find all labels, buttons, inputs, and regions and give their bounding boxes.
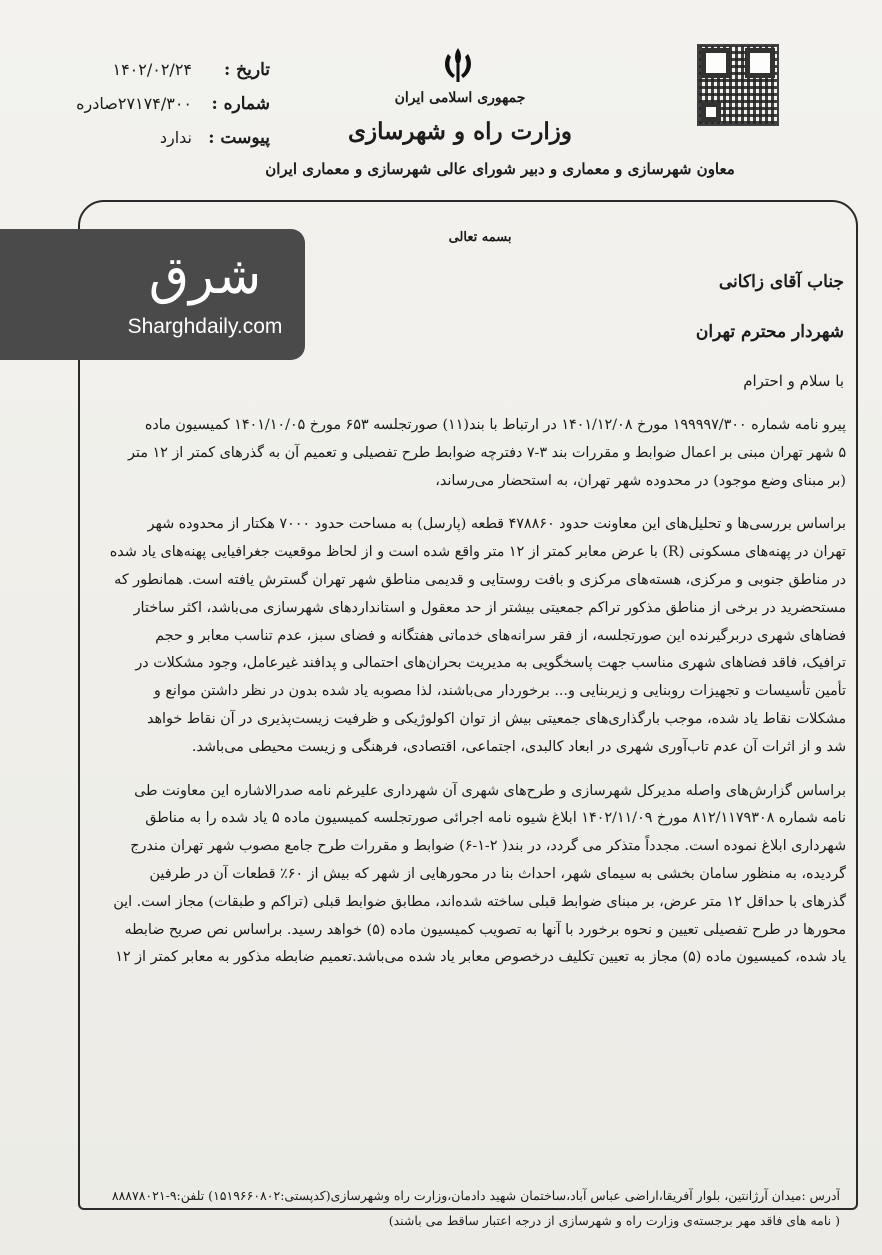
text-line: شد و از اثرات آن عدم تاب‌آوری شهری در ابعاد کالبدی، اجتماعی، اقتصادی، فرهنگی و زیست محیطی می‌باشد. xyxy=(191,738,846,755)
paragraph xyxy=(84,778,846,973)
letter-meta xyxy=(60,60,270,162)
date-value: ۱۴۰۲/۰۲/۲۴ xyxy=(112,60,192,79)
text-line: ترافیک، فاقد فضاهای شهری مناسب جهت پاسخگویی به مدیریت بحران‌های احتمالی و پدافند غیرعامل، وجود مشکلات در xyxy=(135,655,846,672)
text-line: گردیده، به منظور سامان بخشی به سیمای شهر، احداث بنا در محورهایی از شهر که بیش از ۶۰٪ قطعات آن در طرفین xyxy=(149,865,846,882)
text-line: تهران در پهنه‌های مسکونی (R) با عرض معابر کمتر از ۱۲ متر واقع شده است و از لحاظ موقعیت جغرافیایی پهنه‌های یاد شده xyxy=(109,544,846,561)
paragraph xyxy=(84,412,846,495)
emblem-icon xyxy=(440,44,476,86)
footer-note: ( نامه های فاقد مهر برجسته‌ی وزارت راه و شهرسازی از درجه اعتبار ساقط می باشند) xyxy=(388,1213,840,1228)
text-line: مشکلات نقاط یاد شده، موجب بارگذاری‌های جمعیتی بیش از توان اکولوژیکی و ظرفیت زیست‌پذیری در آن نقاط خواهد xyxy=(147,710,846,727)
recipient-name: جناب آقای زاکانی xyxy=(718,272,844,292)
letter-body xyxy=(84,412,846,988)
text-line: براساس گزارش‌های واصله مدیرکل شهرسازی و طرح‌های شهری آن شهرداری علیرغم نامه صدرالاشاره این معاونت طی xyxy=(134,782,846,799)
text-line: (بر مبنای وضع موجود) در محدوده شهر تهران، به استحضار می‌رساند، xyxy=(435,472,846,489)
text-line: مستحضرید در برخی از مناطق مذکور تراکم جمعیتی بیشتر از حد معقول و استانداردهای شهرسازی می‌باشد، اکثر ساختار xyxy=(133,599,846,616)
text-line: یاد شده، کمیسیون ماده (۵) مجاز به تعیین تکلیف درخصوص معابر یاد شده می‌باشد.تعمیم ضابطه مذکور به معابر کمتر از ۱۲ xyxy=(115,949,846,966)
date-label: تاریخ : xyxy=(223,60,270,80)
logo-site-text: Sharghdaily.com xyxy=(127,315,283,338)
greeting: با سلام و احترام xyxy=(743,372,844,390)
number-row xyxy=(60,94,270,128)
footer-address: آدرس :میدان آرژانتین، بلوار آفریقا،اراضی عباس آباد،ساختمان شهید دادمان،وزارت راه وشهرسازی(کدپستی:۱۵۱۹۶۶۰۸۰۲) تلفن:۹-۸۸۸۷۸۰۲۱ xyxy=(111,1188,840,1203)
date-row xyxy=(60,60,270,94)
text-line: محورها در طرح تفصیلی تعیین و نحوه برخورد با آنها به تصویب کمیسیون ماده (۵) خواهد رسید. براساس نص صریح ضابطه xyxy=(124,921,846,938)
attachment-row xyxy=(60,128,270,162)
text-line: گذرهای با حداقل ۱۲ متر عرض، بر مبنای ضوابط قبلی ساخته شده‌اند، مطابق ضوابط قبلی (تراکم و طبقات) مجاز است. این xyxy=(113,893,846,910)
republic-title: جمهوری اسلامی ایران xyxy=(394,90,526,106)
attachment-label: پیوست : xyxy=(208,128,270,148)
text-line: فضاهای شهری دربرگیرنده این صورتجلسه، از فقر سرانه‌های خدماتی هفتگانه و فضای سبز، عدم تناسب معابر و حجم xyxy=(155,627,846,644)
watermark-logo xyxy=(0,229,305,360)
bismillah: بسمه تعالی xyxy=(448,230,512,245)
deputy-title: معاون شهرسازی و معماری و دبیر شورای عالی شهرسازی و معماری ایران xyxy=(265,160,735,178)
recipient-title: شهردار محترم تهران xyxy=(695,322,844,342)
number-label: شماره : xyxy=(211,94,270,114)
number-value: ۲۷۱۷۴/۳۰۰صادره xyxy=(76,94,192,113)
ministry-title: وزارت راه و شهرسازی xyxy=(348,118,572,145)
text-line: در مناطق جنوبی و مرکزی، هسته‌های مرکزی و بافت روستایی و قدیمی مناطق شهر تهران گسترش یافته است. همانطور که xyxy=(114,571,846,588)
paragraph xyxy=(84,511,846,761)
text-line: نامه شماره ۸۱۲/۱۱۷۹۳۰۸ مورخ ۱۴۰۲/۱۱/۰۹ ابلاغ شیوه نامه اجرائی صورتجلسه کمیسیون ماده ۵ یاد شده را به مناطق xyxy=(145,810,846,827)
text-line: ۵ شهر تهران مبنی بر اعمال ضوابط و مقررات بند ۳-۷ دفترچه ضوابط طرح تفصیلی و تعمیم آن به گذرهای کمتر از ۱۲ متر xyxy=(128,444,846,461)
text-line: شهرداری ابلاغ نموده است. مجدداً متذکر می گردد، در بند( ۲-۱-۶) ضوابط و مقررات طرح جامع مصوب شهر تهران مندرج xyxy=(130,838,846,855)
text-line: پیرو نامه شماره ۱۹۹۹۹۷/۳۰۰ مورخ ۱۴۰۱/۱۲/۰۸ در ارتباط با بند(۱۱) صورتجلسه ۶۵۳ مورخ ۱۴۰۱/۱۰/۰۵ کمیسیون ماده xyxy=(144,417,846,433)
text-line: تأمین تأسیسات و تجهیزات روبنایی و زیربنایی و... برخوردار می‌باشند، لذا مصوبه یاد شده بدون در نظر داشتن موانع و xyxy=(153,683,846,700)
attachment-value: ندارد xyxy=(159,128,192,147)
qr-code xyxy=(697,44,779,126)
text-line: براساس بررسی‌ها و تحلیل‌های این معاونت حدود ۴۷۸۸۶۰ قطعه (پارسل) به مساحت حدود ۷۰۰۰ هکتار از محدوده شهر xyxy=(147,516,846,533)
logo-script: شرق xyxy=(148,246,262,306)
footer xyxy=(50,1183,840,1233)
